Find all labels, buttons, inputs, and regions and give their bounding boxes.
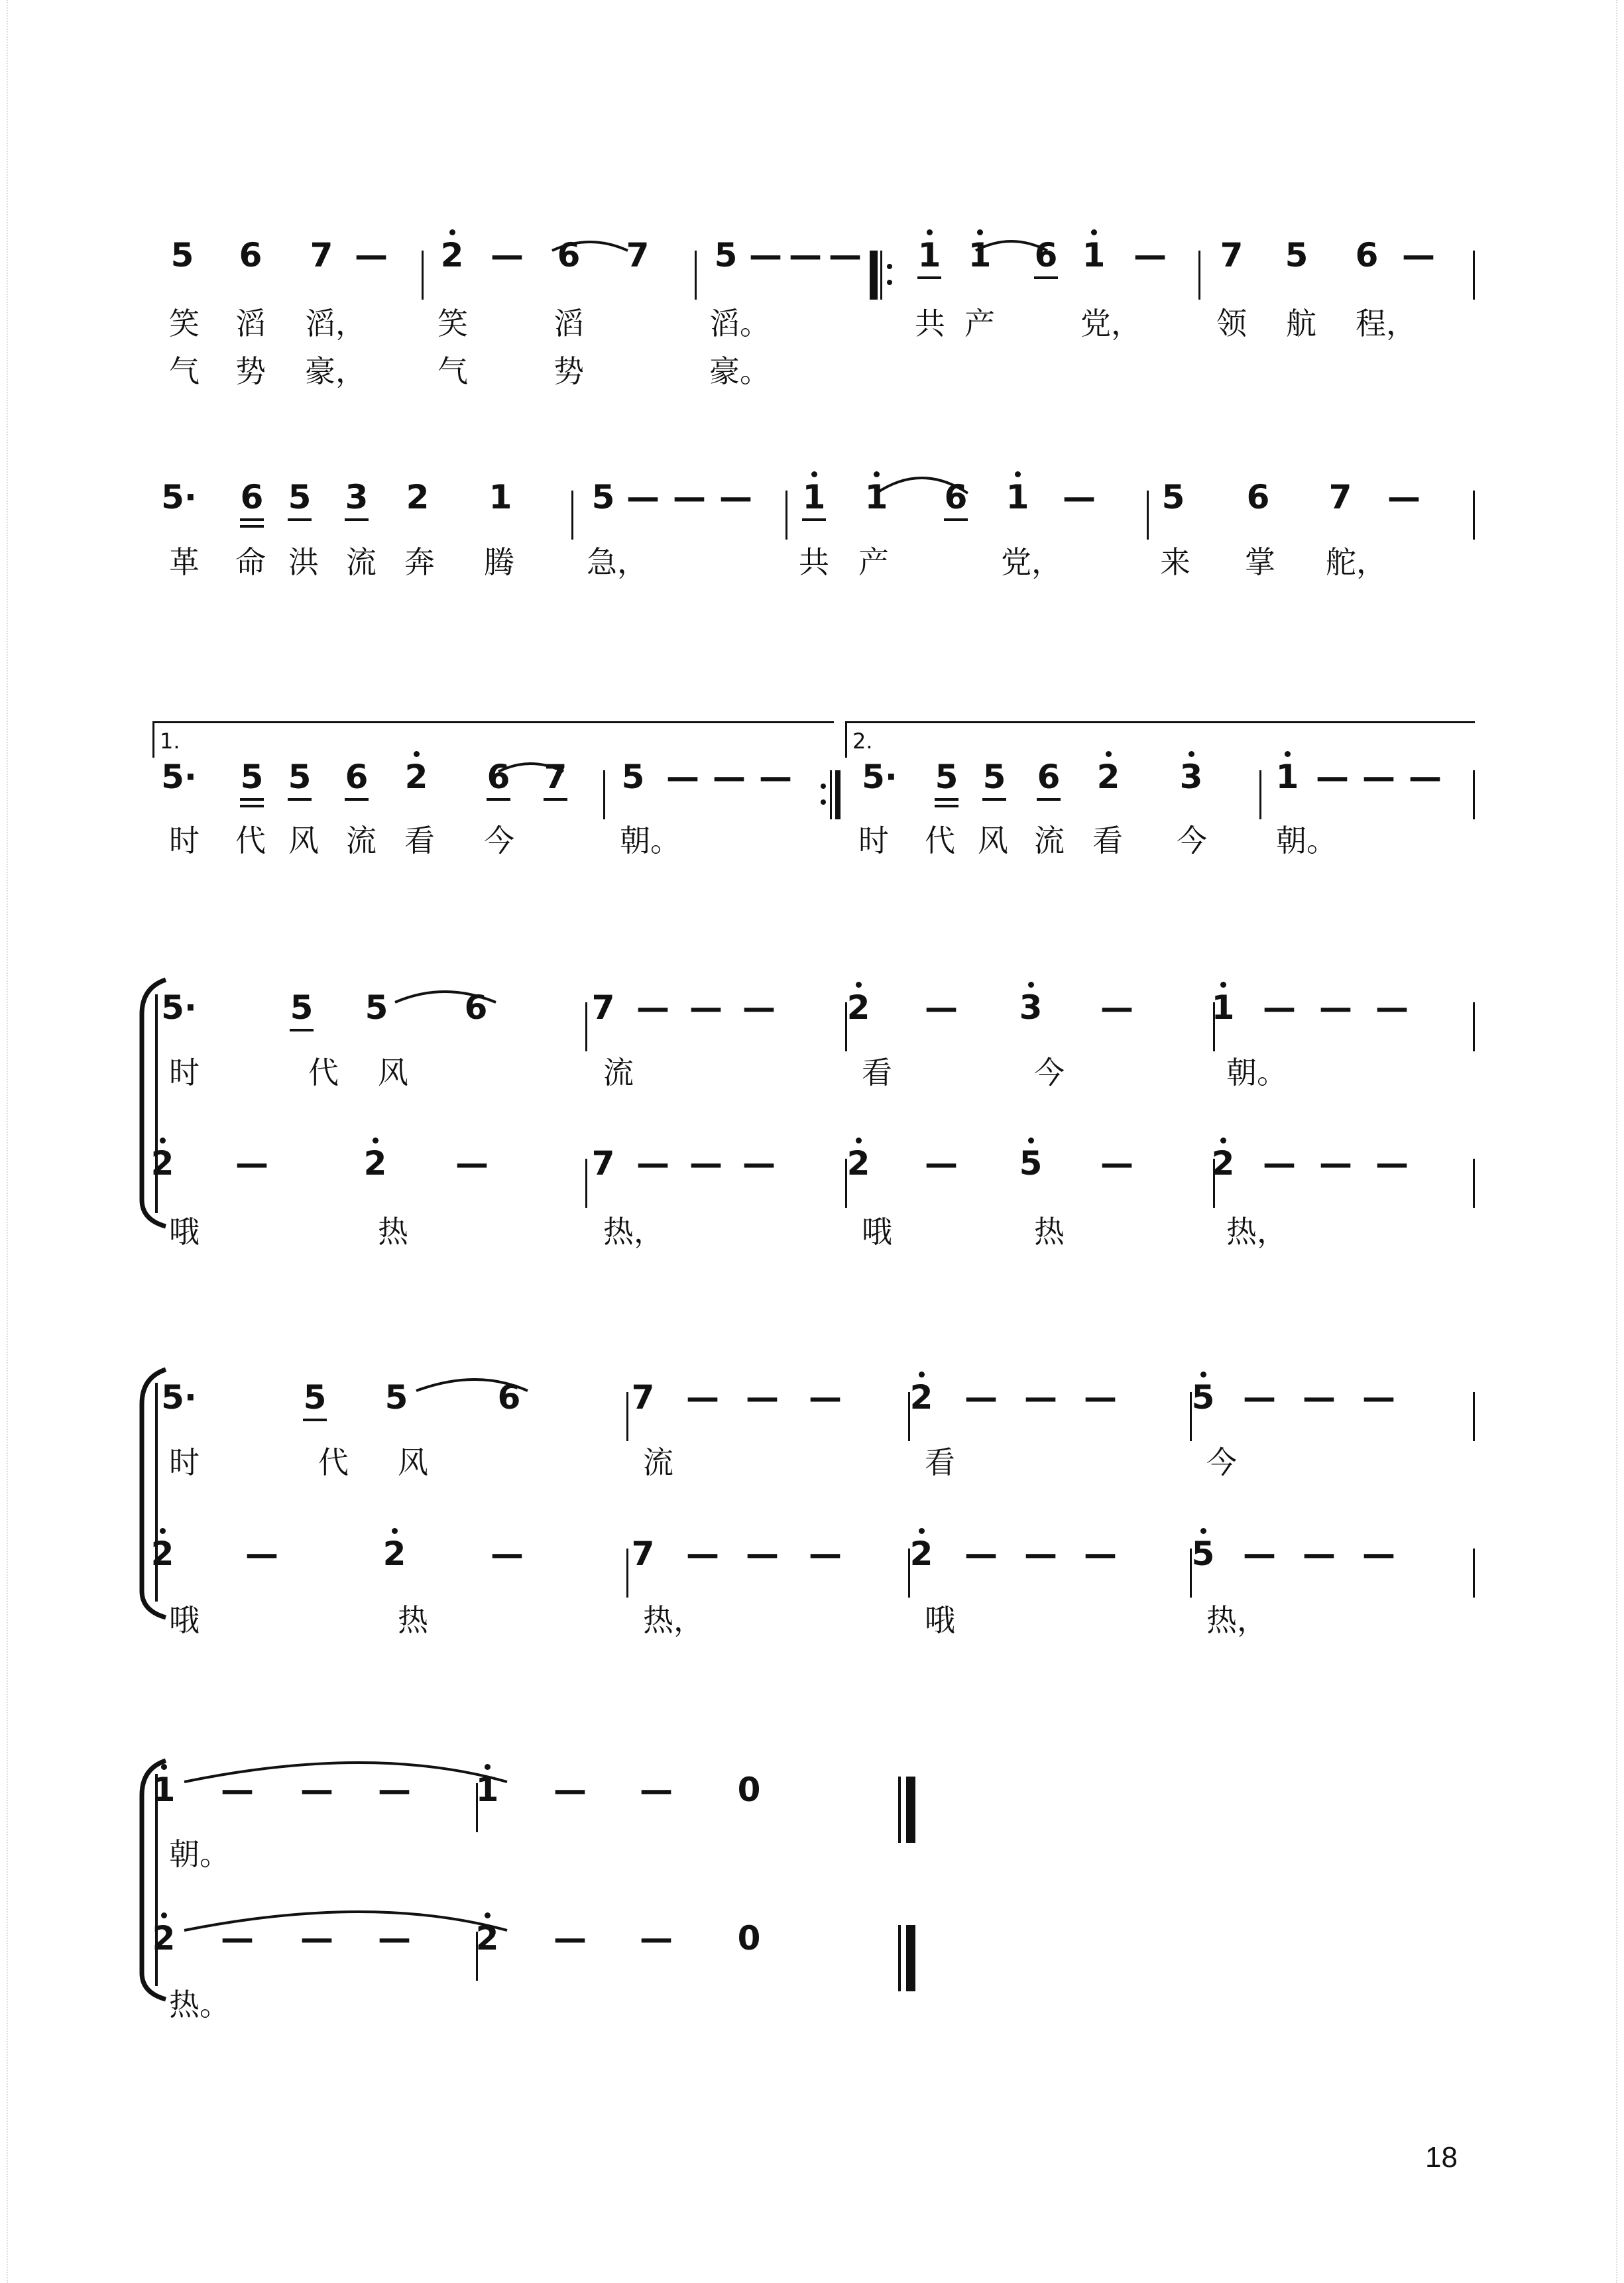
jianpu-note: 1 (909, 235, 949, 275)
lyric-text: 风 (978, 823, 1008, 858)
lyric-text: 热， (1226, 1214, 1287, 1250)
jianpu-note: 5 (384, 1378, 408, 1417)
jianpu-note: 2 (901, 1534, 941, 1574)
dash-note: — (491, 1535, 524, 1573)
jianpu-note: 1 (144, 1770, 184, 1810)
first-ending-label: 1. (160, 729, 180, 754)
lyric-text: 势 (235, 353, 266, 389)
barline (1473, 1392, 1475, 1441)
dash-note: — (742, 1144, 776, 1183)
lyric-text: 势 (553, 353, 584, 389)
jianpu-note: 1 (960, 235, 1000, 275)
dash-note: — (1303, 1535, 1336, 1573)
jianpu-note: 7 (591, 1144, 615, 1183)
barline (1473, 770, 1475, 819)
lyric-text: 掌 (1245, 544, 1275, 580)
jianpu-note: 0 (737, 1771, 761, 1809)
barline (1259, 770, 1261, 819)
jianpu-note: 5 (591, 478, 615, 516)
dash-note: — (829, 236, 862, 274)
lyric-text: 朝。 (169, 1836, 230, 1872)
lyric-text: 流 (1034, 823, 1065, 858)
jianpu-note: 5 (974, 757, 1014, 797)
dash-note: — (1362, 1535, 1395, 1573)
second-ending-label: 2. (852, 729, 873, 754)
dash-note: — (235, 1144, 268, 1183)
lyric-text: 笑 (169, 306, 200, 341)
dash-note: — (1024, 1535, 1057, 1573)
dash-note: — (1316, 758, 1349, 796)
jianpu-note: 5 (927, 757, 966, 797)
lyric-text: 今 (1206, 1444, 1237, 1480)
dash-note: — (719, 478, 752, 516)
jianpu-note: 5 (365, 988, 388, 1027)
first-ending-bracket (152, 721, 834, 758)
barline (695, 251, 697, 300)
jianpu-note: 5· (161, 758, 197, 796)
dash-note: — (1375, 988, 1409, 1027)
jianpu-note: 6 (1029, 757, 1069, 797)
dash-note: — (221, 1919, 254, 1958)
lyric-text: 产 (858, 544, 889, 580)
dash-note: — (673, 478, 706, 516)
lyric-text: 洪 (288, 544, 319, 580)
lyric-text: 热 (398, 1602, 428, 1638)
jianpu-note: 6 (936, 477, 976, 517)
lyric-text: 滔。 (709, 306, 770, 341)
jianpu-note: 1 (467, 1770, 507, 1810)
dash-note: — (1362, 758, 1395, 796)
lyric-text: 时 (858, 823, 889, 858)
jianpu-note: 6 (239, 236, 262, 274)
dash-note: — (1319, 988, 1352, 1027)
final-barline (898, 1925, 918, 1991)
lyric-text: 热 (378, 1214, 408, 1250)
second-ending-bracket (845, 721, 1475, 758)
lyric-text: 滔， (305, 306, 366, 341)
lyric-text: 来 (1160, 544, 1190, 580)
barline (571, 491, 573, 540)
jianpu-note: 5 (1011, 1143, 1051, 1183)
lyric-text: 今 (1034, 1055, 1065, 1090)
dash-note: — (1263, 988, 1296, 1027)
jianpu-note: 5 (280, 757, 319, 797)
lyric-text: 代 (308, 1055, 339, 1090)
dash-note: — (1100, 1144, 1133, 1183)
dash-note: — (300, 1919, 333, 1958)
barline (422, 251, 424, 300)
lyric-text: 急， (587, 544, 648, 580)
jianpu-note: 5 (1285, 236, 1308, 274)
jianpu-note: 2 (143, 1143, 182, 1183)
jianpu-note: 7 (310, 236, 333, 274)
repeat-end-sign (821, 770, 841, 819)
jianpu-note: 7 (1220, 236, 1244, 274)
dash-note: — (553, 1919, 587, 1958)
jianpu-note: 5 (621, 758, 645, 796)
barline (1473, 1549, 1475, 1598)
jianpu-note: 2 (375, 1534, 414, 1574)
dash-note: — (759, 758, 792, 796)
dash-note: — (1362, 1378, 1395, 1417)
dash-note: — (455, 1144, 489, 1183)
lyric-text: 今 (1177, 823, 1207, 858)
lyric-text: 流 (346, 823, 377, 858)
jianpu-note: 0 (737, 1919, 761, 1958)
dash-note: — (689, 1144, 723, 1183)
jianpu-note: 6 (557, 236, 581, 274)
lyric-text: 看 (404, 823, 435, 858)
barline (1473, 251, 1475, 300)
dash-note: — (686, 1535, 719, 1573)
barline (1473, 491, 1475, 540)
dash-note: — (746, 1535, 779, 1573)
jianpu-note: 2 (406, 478, 430, 516)
lyric-text: 豪。 (709, 353, 770, 389)
jianpu-note: 1 (856, 477, 896, 517)
lyric-text: 命 (235, 544, 266, 580)
dash-note: — (689, 988, 723, 1027)
lyric-text: 朝。 (1276, 823, 1337, 858)
dash-note: — (742, 988, 776, 1027)
dash-note: — (1084, 1378, 1117, 1417)
lyric-text: 哦 (169, 1602, 200, 1638)
jianpu-note: 6 (479, 757, 518, 797)
dash-note: — (355, 236, 388, 274)
lyric-text: 流 (603, 1055, 634, 1090)
lyric-text: 流 (643, 1444, 673, 1480)
dash-note: — (686, 1378, 719, 1417)
lyric-text: 时 (169, 823, 200, 858)
barline (785, 491, 787, 540)
dash-note: — (789, 236, 822, 274)
jianpu-note: 1 (998, 477, 1037, 517)
dash-note: — (746, 1378, 779, 1417)
jianpu-note: 3 (1171, 757, 1211, 797)
lyric-text: 风 (398, 1444, 428, 1480)
lyric-text: 笑 (437, 306, 468, 341)
jianpu-note: 1 (1267, 757, 1307, 797)
jianpu-note: 3 (1011, 988, 1051, 1027)
jianpu-note: 2 (396, 757, 436, 797)
lyric-text: 热， (603, 1214, 664, 1250)
dash-note: — (925, 1144, 958, 1183)
jianpu-note: 5 (1161, 478, 1185, 516)
lyric-text: 朝。 (620, 823, 681, 858)
lyric-text: 热。 (169, 1987, 230, 2022)
jianpu-note: 2 (1203, 1143, 1243, 1183)
dash-note: — (1243, 1378, 1276, 1417)
dash-note: — (713, 758, 746, 796)
jianpu-note: 5 (714, 236, 738, 274)
lyric-text: 热 (1034, 1214, 1065, 1250)
dash-note: — (1387, 478, 1421, 516)
dash-note: — (1402, 236, 1435, 274)
lyric-text: 豪， (305, 353, 366, 389)
dash-note: — (749, 236, 782, 274)
dash-note: — (1024, 1378, 1057, 1417)
dash-note: — (626, 478, 660, 516)
lyric-text: 航 (1286, 306, 1316, 341)
lyric-text: 哦 (862, 1214, 892, 1250)
dash-note: — (1084, 1535, 1117, 1573)
dash-note: — (925, 988, 958, 1027)
jianpu-note: 2 (467, 1918, 507, 1958)
lyric-text: 代 (235, 823, 266, 858)
dash-note: — (640, 1919, 673, 1958)
dash-note: — (964, 1535, 998, 1573)
jianpu-note: 3 (337, 477, 377, 517)
jianpu-note: 6 (337, 757, 377, 797)
jianpu-note: 5 (232, 757, 272, 797)
dash-note: — (809, 1535, 842, 1573)
lyric-text: 流 (346, 544, 377, 580)
dash-note: — (1063, 478, 1096, 516)
barline (1473, 1002, 1475, 1051)
jianpu-note: 5 (282, 988, 321, 1027)
lyric-text: 革 (169, 544, 200, 580)
jianpu-note: 1 (1203, 988, 1243, 1027)
jianpu-note: 5· (161, 478, 197, 516)
jianpu-note: 2 (839, 988, 878, 1027)
repeat-start-sign (870, 251, 890, 300)
jianpu-note: 7 (1328, 478, 1352, 516)
dash-note: — (221, 1771, 254, 1809)
dash-note: — (636, 1144, 669, 1183)
jianpu-note: 5 (170, 236, 194, 274)
dash-note: — (964, 1378, 998, 1417)
dash-note: — (1133, 236, 1167, 274)
dash-note: — (553, 1771, 587, 1809)
dash-note: — (491, 236, 524, 274)
lyric-text: 党， (1001, 544, 1062, 580)
lyric-text: 看 (862, 1055, 892, 1090)
dash-note: — (1303, 1378, 1336, 1417)
dash-note: — (636, 988, 669, 1027)
lyric-text: 时 (169, 1055, 200, 1090)
jianpu-note: 5 (280, 477, 319, 517)
lyric-text: 党， (1080, 306, 1141, 341)
lyric-text: 热， (643, 1602, 704, 1638)
jianpu-note: 2 (143, 1534, 182, 1574)
jianpu-note: 7 (536, 757, 575, 797)
lyric-text: 奔 (404, 544, 435, 580)
lyric-text: 腾 (484, 544, 514, 580)
lyric-text: 领 (1216, 306, 1247, 341)
dash-note: — (1243, 1535, 1276, 1573)
lyric-text: 舵， (1326, 544, 1387, 580)
lyric-text: 哦 (169, 1214, 200, 1250)
jianpu-note: 5· (161, 1378, 197, 1417)
lyric-text: 看 (925, 1444, 955, 1480)
jianpu-note: 7 (626, 236, 650, 274)
jianpu-note: 7 (591, 988, 615, 1027)
jianpu-note: 2 (144, 1918, 184, 1958)
jianpu-note: 5· (161, 988, 197, 1027)
dash-note: — (640, 1771, 673, 1809)
lyric-text: 风 (378, 1055, 408, 1090)
jianpu-note: 1 (794, 477, 834, 517)
lyric-text: 程， (1356, 306, 1417, 341)
jianpu-note: 1 (1074, 235, 1114, 275)
jianpu-note: 2 (1088, 757, 1128, 797)
lyric-text: 时 (169, 1444, 200, 1480)
dash-note: — (1375, 1144, 1409, 1183)
dash-note: — (666, 758, 699, 796)
lyric-text: 风 (288, 823, 319, 858)
lyric-text: 看 (1092, 823, 1123, 858)
final-barline (898, 1777, 918, 1843)
dash-note: — (378, 1919, 411, 1958)
lyric-text: 热， (1206, 1602, 1267, 1638)
jianpu-note: 6 (1026, 235, 1066, 275)
dash-note: — (1409, 758, 1442, 796)
lyric-text: 代 (925, 823, 955, 858)
jianpu-note: 6 (1355, 236, 1379, 274)
jianpu-note: 5 (1183, 1377, 1223, 1417)
dash-note: — (1100, 988, 1133, 1027)
lyric-text: 共 (915, 306, 945, 341)
dash-note: — (1263, 1144, 1296, 1183)
lyric-text: 哦 (925, 1602, 955, 1638)
page-number: 18 (1425, 2141, 1458, 2174)
dash-note: — (1319, 1144, 1352, 1183)
jianpu-note: 5· (862, 758, 898, 796)
dash-note: — (809, 1378, 842, 1417)
jianpu-note: 2 (901, 1377, 941, 1417)
jianpu-note: 6 (464, 988, 488, 1027)
dash-note: — (300, 1771, 333, 1809)
lyric-text: 滔 (235, 306, 266, 341)
lyric-text: 滔 (553, 306, 584, 341)
barline (1198, 251, 1200, 300)
jianpu-note: 6 (497, 1378, 521, 1417)
jianpu-note: 2 (432, 235, 472, 275)
barline (1147, 491, 1149, 540)
barline (1473, 1159, 1475, 1208)
lyric-text: 气 (437, 353, 468, 389)
jianpu-note: 5 (1183, 1534, 1223, 1574)
jianpu-note: 1 (489, 478, 512, 516)
jianpu-note: 6 (232, 477, 272, 517)
lyric-text: 气 (169, 353, 200, 389)
barline (603, 770, 605, 819)
jianpu-note: 7 (631, 1535, 655, 1573)
lyric-text: 今 (484, 823, 514, 858)
lyric-text: 共 (799, 544, 829, 580)
jianpu-note: 6 (1246, 478, 1270, 516)
lyric-text: 代 (318, 1444, 349, 1480)
jianpu-note: 5 (295, 1377, 335, 1417)
jianpu-note: 2 (355, 1143, 395, 1183)
dash-note: — (245, 1535, 278, 1573)
jianpu-note: 2 (839, 1143, 878, 1183)
lyric-text: 产 (964, 306, 995, 341)
jianpu-note: 7 (631, 1378, 655, 1417)
lyric-text: 朝。 (1226, 1055, 1287, 1090)
dash-note: — (378, 1771, 411, 1809)
